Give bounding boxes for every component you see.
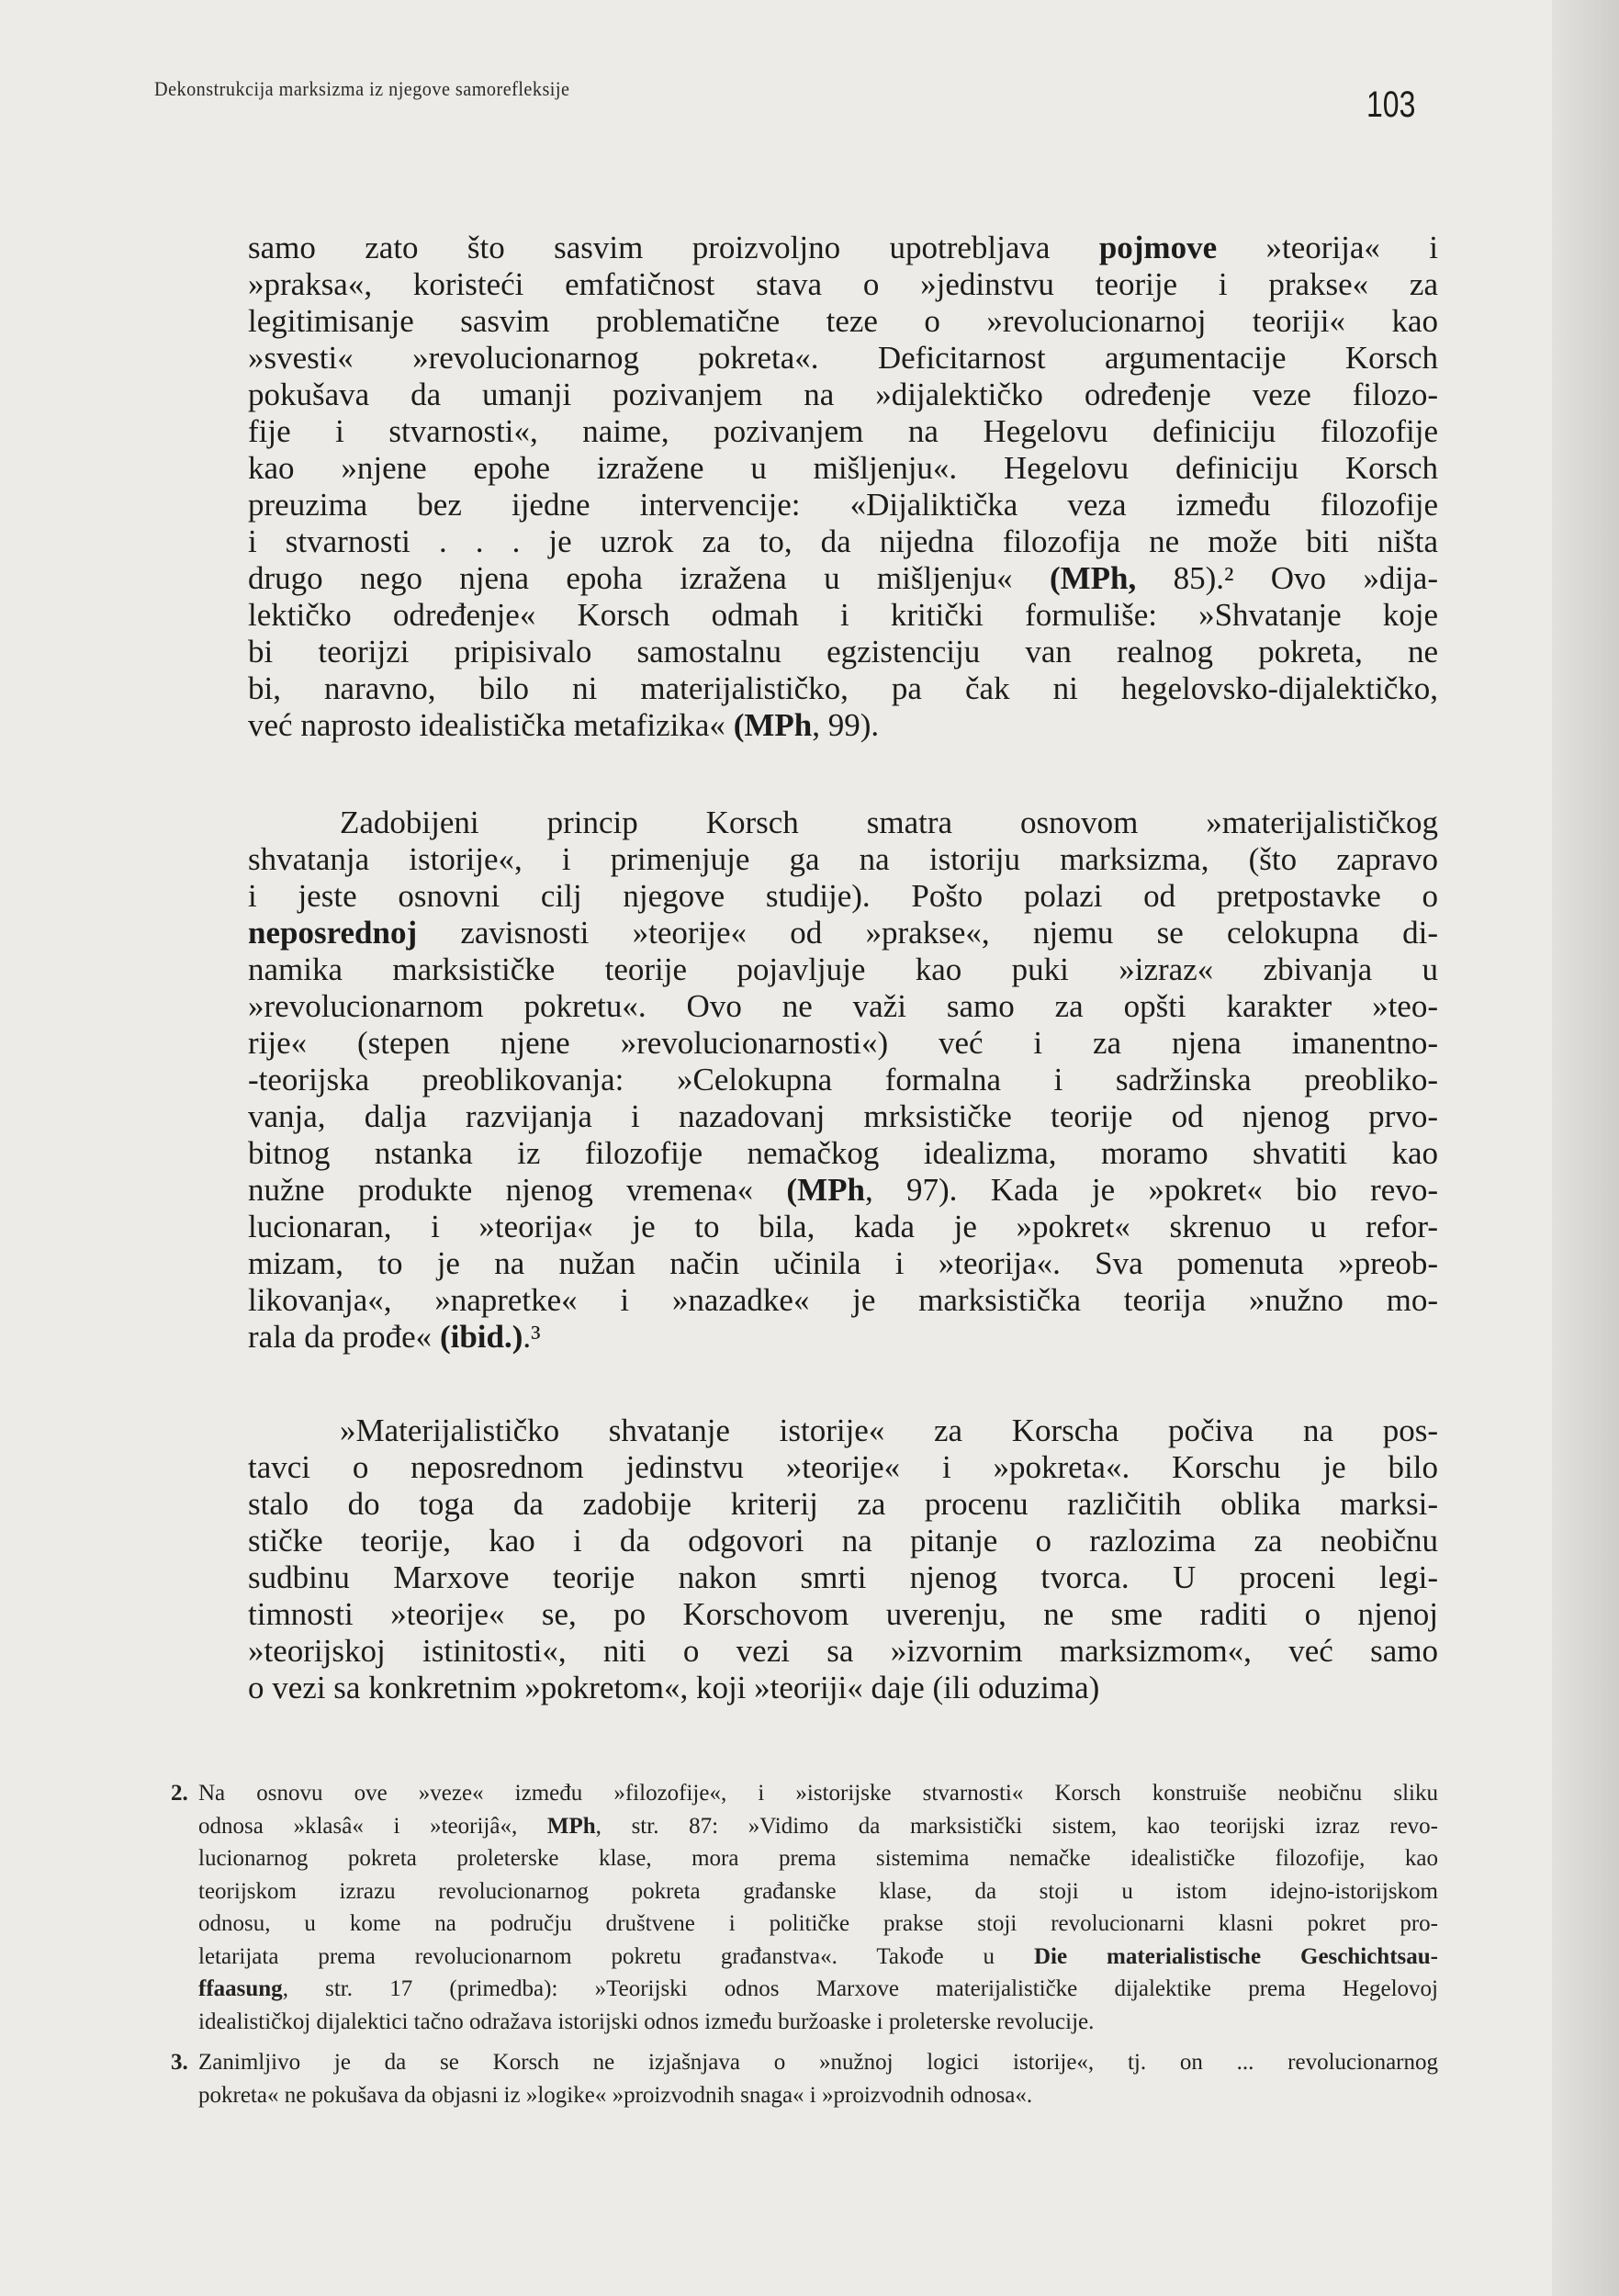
text-line: neposrednoj zavisnosti »teorije« od »prakse«, njemu se celokupna di- <box>248 915 1438 951</box>
bold-text: (MPh <box>786 1172 865 1208</box>
text-line: bi, naravno, bilo ni materijalističko, pa čak ni hegelovsko-dijalektičko, <box>248 670 1438 706</box>
footnote-number: 2. <box>171 1781 188 1806</box>
text-line: bitnog nstanka iz filozofije nemačkog idealizma, moramo shvatiti kao <box>248 1135 1438 1171</box>
text-line: likovanja«, »napretke« i »nazadke« je marksistička teorija »nužno mo- <box>248 1282 1438 1318</box>
text-line: lucionarnog pokreta proleterske klase, mora prema sistemima nemačke idealističke filozofije, kao <box>198 1846 1438 1871</box>
bold-text: (ibid.) <box>439 1319 523 1355</box>
bold-text: ffaasung <box>198 1976 283 2001</box>
text-line: letarijata prema revolucionarnom pokretu građanstva«. Takođe u Die materialistische Geschichtsau- <box>198 1943 1438 1969</box>
bold-text: MPh <box>546 1813 596 1839</box>
page-number: 103 <box>1366 84 1416 125</box>
text-line: pokreta« ne pokušava da objasni iz »logike« »proizvodnih snaga« i »proizvodnih odnosa«. <box>198 2082 1033 2108</box>
text-line: mizam, to je na nužan način učinila i »teorija«. Sva pomenuta »preob- <box>248 1245 1438 1281</box>
text-line: lucionaran, i »teorija« je to bila, kada je »pokret« skrenuo u refor- <box>248 1209 1438 1244</box>
footnote-3 <box>171 2046 1438 2111</box>
bold-text: (MPh <box>733 707 813 743</box>
text-line: nužne produkte njenog vremena« (MPh, 97). Kada je »pokret« bio revo- <box>248 1172 1438 1208</box>
text-line: Na osnovu ove »veze« između »filozofije«, i »istorijske stvarnosti« Korsch konstruiše neobičnu sliku <box>198 1781 1438 1806</box>
text-line: o vezi sa konkretnim »pokretom«, koji »teoriji« daje (ili oduzima) <box>248 1670 1100 1705</box>
text-line: vanja, dalja razvijanja i nazadovanj mrksističke teorije od njenog prvo- <box>248 1098 1438 1134</box>
text-line: odnosu, u kome na području društvene i političke prakse stoji revolucionarni klasni pokret pro- <box>198 1911 1438 1936</box>
text-line: sudbinu Marxove teorije nakon smrti njenog tvorca. U proceni legi- <box>248 1559 1438 1595</box>
text-line: Zanimljivo je da se Korsch ne izjašnjava o »nužnoj logici istorije«, tj. on ... revolucionarnog <box>198 2050 1438 2075</box>
text-line: »praksa«, koristeći emfatičnost stava o »jedinstvu teorije i prakse« za <box>248 266 1438 302</box>
text-line: legitimisanje sasvim problematične teze o »revolucionarnoj teoriji« kao <box>248 303 1438 339</box>
text-line: i jeste osnovni cilj njegove studije). Pošto polazi od pretpostavke o <box>248 878 1438 914</box>
text-line: tavci o neposrednom jedinstvu »teorije« i »pokreta«. Korschu je bilo <box>248 1449 1438 1485</box>
page-edge-shadow <box>1552 0 1619 2296</box>
text-line: fije i stvarnosti«, naime, pozivanjem na Hegelovu definiciju filozofije <box>248 413 1438 449</box>
footnote-2 <box>171 1777 1438 2038</box>
body-paragraph-1 <box>248 230 1438 744</box>
text-line: teorijskom izrazu revolucionarnog pokreta građanske klase, da stoji u istom idejno-istorijskom <box>198 1878 1438 1904</box>
text-line: idealističkoj dijalektici tačno odražava istorijski odnos između buržoaske i proleterske revolucije. <box>198 2009 1095 2034</box>
bold-text: (MPh, <box>1049 560 1137 596</box>
bold-text: pojmove <box>1098 230 1218 265</box>
text-line: »teorijskoj istinitosti«, niti o vezi sa »izvornim marksizmom«, već samo <box>248 1633 1438 1669</box>
text-line: rala da prođe« (ibid.).³ <box>248 1319 541 1355</box>
text-line: »svesti« »revolucionarnog pokreta«. Deficitarnost argumentacije Korsch <box>248 340 1438 376</box>
text-line: »Materijalističko shvatanje istorije« za Korscha počiva na pos- <box>340 1412 1438 1448</box>
text-line: bi teorijzi pripisivalo samostalnu egzistenciju van realnog pokreta, ne <box>248 634 1438 670</box>
text-line: stičke teorije, kao i da odgovori na pitanje o razlozima za neobičnu <box>248 1523 1438 1559</box>
bold-text: Die materialistische Geschichtsau- <box>1034 1943 1438 1969</box>
text-line: rije« (stepen njene »revolucionarnosti«) već i za njena imanentno- <box>248 1025 1438 1061</box>
text-line: »revolucionarnom pokretu«. Ovo ne važi samo za opšti karakter »teo- <box>248 988 1438 1024</box>
text-line: odnosa »klasâ« i »teorijâ«, MPh, str. 87: »Vidimo da marksistički sistem, kao teorijski izraz revo- <box>198 1813 1438 1839</box>
text-line: i stvarnosti . . . je uzrok za to, da nijedna filozofija ne može biti ništa <box>248 523 1438 559</box>
text-line: shvatanja istorije«, i primenjuje ga na istoriju marksizma, (što zapravo <box>248 841 1438 877</box>
body-paragraph-3 <box>248 1412 1438 1706</box>
text-line: timnosti »teorije« se, po Korschovom uverenju, ne sme raditi o njenoj <box>248 1596 1438 1632</box>
footnote-number: 3. <box>171 2050 188 2075</box>
text-line: kao »njene epohe izražene u mišljenju«. Hegelovu definiciju Korsch <box>248 450 1438 486</box>
text-line: preuzima bez ijedne intervencije: «Dijaliktička veza između filozofije <box>248 487 1438 523</box>
text-line: lektičko određenje« Korsch odmah i kritički formuliše: »Shvatanje koje <box>248 597 1438 633</box>
text-line: -teorijska preoblikovanja: »Celokupna formalna i sadržinska preobliko- <box>248 1062 1438 1097</box>
text-line: ffaasung, str. 17 (primedba): »Teorijski odnos Marxove materijalističke dijalektike prema Hegelovoj <box>198 1976 1438 2001</box>
text-line: stalo do toga da zadobije kriterij za procenu različitih oblika marksi- <box>248 1486 1438 1522</box>
text-line: pokušava da umanji pozivanjem na »dijalektičko određenje veze filozo- <box>248 377 1438 412</box>
text-line: već naprosto idealistička metafizika« (MPh, 99). <box>248 707 880 743</box>
text-line: namika marksističke teorije pojavljuje kao puki »izraz« zbivanja u <box>248 951 1438 987</box>
body-paragraph-2 <box>248 805 1438 1356</box>
text-line: drugo nego njena epoha izražena u mišljenju« (MPh, 85).² Ovo »dija- <box>248 560 1438 596</box>
text-line: Zadobijeni princip Korsch smatra osnovom »materijalističkog <box>340 805 1438 840</box>
bold-text: neposrednoj <box>248 915 418 951</box>
text-line: samo zato što sasvim proizvoljno upotrebljava pojmove »teorija« i <box>248 230 1438 265</box>
running-header: Dekonstrukcija marksizma iz njegove samorefleksije <box>154 77 570 100</box>
